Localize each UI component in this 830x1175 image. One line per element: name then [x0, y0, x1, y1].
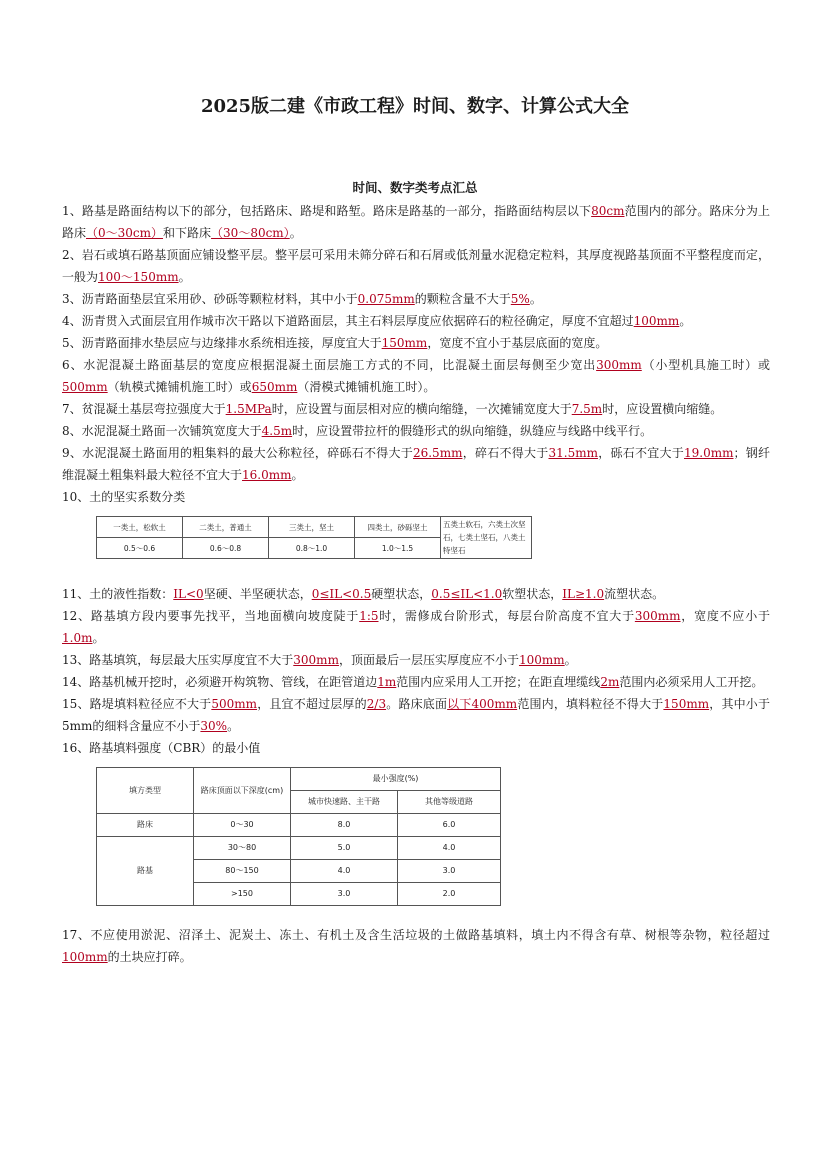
paragraph-1: 1、路基是路面结构以下的部分，包括路床、路堤和路堑。路床是路基的一部分，指路面结构层以下80cm范围内的部分。路床分为上路床（0～30cm）和下路床（30～80cm）。 — [62, 204, 770, 240]
cbr-header-depth: 路床顶面以下深度(cm) — [194, 768, 291, 814]
document-body — [62, 200, 770, 968]
paragraph-11: 11、土的液性指数：IL<0坚硬、半坚硬状态，0≤IL<0.5硬塑状态，0.5≤IL<1.0软塑状态，IL≥1.0流塑状态。 — [62, 587, 665, 601]
cbr-city-value: 4.0 — [291, 860, 398, 883]
cbr-city-value: 3.0 — [291, 883, 398, 906]
cbr-depth: 0～30 — [194, 814, 291, 837]
document-title: 2025版二建《市政工程》时间、数字、计算公式大全 — [200, 96, 630, 117]
paragraph-6: 6、水泥混凝土路面基层的宽度应根据混凝土面层施工方式的不同，比混凝土面层每侧至少宽出300mm（小型机具施工时）或500mm（轨模式摊铺机施工时）或650mm（滑模式摊铺机施工时）。 — [62, 358, 770, 394]
cbr-table-wrapper — [96, 767, 770, 906]
cbr-other-value: 4.0 — [398, 837, 501, 860]
cbr-header-other: 其他等级道路 — [398, 791, 501, 814]
cbr-depth: >150 — [194, 883, 291, 906]
soil-value-4: 1.0～1.5 — [355, 538, 441, 559]
soil-header-4: 四类土，砂砾坚土 — [355, 517, 441, 538]
cbr-other-value: 3.0 — [398, 860, 501, 883]
paragraph-3: 3、沥青路面垫层宜采用砂、砂砾等颗粒材料，其中小于0.075mm的颗粒含量不大于5%。 — [62, 292, 542, 306]
soil-value-2: 0.6～0.8 — [183, 538, 269, 559]
cbr-other-value: 6.0 — [398, 814, 501, 837]
cbr-header-type: 填方类型 — [97, 768, 194, 814]
cbr-label-base: 路基 — [97, 837, 194, 906]
soil-header-2: 二类土，普通土 — [183, 517, 269, 538]
paragraph-15: 15、路堤填料粒径应不大于500mm，且宜不超过层厚的2/3。路床底面以下400mm范围内，填料粒径不得大于150mm，其中小于5mm的细料含量应不小于30%。 — [62, 697, 770, 733]
paragraph-4: 4、沥青贯入式面层宜用作城市次干路以下道路面层，其主石料层厚度应依据碎石的粒径确定，厚度不宜超过100mm。 — [62, 314, 692, 328]
paragraph-10: 10、土的坚实系数分类 — [62, 490, 186, 504]
cbr-other-value: 2.0 — [398, 883, 501, 906]
paragraph-17: 17、不应使用淤泥、沼泽土、泥炭土、冻土、有机土及含生活垃圾的土做路基填料，填土内不得含有草、树根等杂物，粒径超过100mm的土块应打碎。 — [62, 928, 770, 964]
paragraph-13: 13、路基填筑，每层最大压实厚度宜不大于300mm，顶面最后一层压实厚度应不小于100mm。 — [62, 653, 577, 667]
soil-header-5: 五类土软石，六类土次坚石，七类土坚石，八类土特坚石 — [441, 517, 532, 559]
cbr-city-value: 5.0 — [291, 837, 398, 860]
cbr-depth: 80～150 — [194, 860, 291, 883]
soil-header-3: 三类土，坚土 — [269, 517, 355, 538]
cbr-depth: 30～80 — [194, 837, 291, 860]
cbr-label-bed: 路床 — [97, 814, 194, 837]
paragraph-5: 5、沥青路面排水垫层应与边缘排水系统相连接，厚度宜大于150mm，宽度不宜小于基层底面的宽度。 — [62, 336, 608, 350]
paragraph-16: 16、路基填料强度（CBR）的最小值 — [62, 741, 261, 755]
paragraph-9: 9、水泥混凝土路面用的粗集料的最大公称粒径，碎砾石不得大于26.5mm，碎石不得大于31.5mm，砾石不宜大于19.0mm；钢纤维混凝土粗集料最大粒径不宜大于16.0mm。 — [62, 446, 770, 482]
cbr-table — [96, 767, 501, 906]
soil-value-1: 0.5～0.6 — [97, 538, 183, 559]
cbr-header-city: 城市快速路、主干路 — [291, 791, 398, 814]
soil-hardness-table — [96, 516, 532, 559]
paragraph-12: 12、路基填方段内要事先找平，当地面横向坡度陡于1:5时，需修成台阶形式，每层台阶高度不宜大于300mm，宽度不应小于1.0m。 — [62, 609, 770, 645]
table-row — [97, 837, 501, 860]
soil-value-3: 0.8～1.0 — [269, 538, 355, 559]
soil-table-wrapper — [96, 516, 770, 559]
paragraph-8: 8、水泥混凝土路面一次铺筑宽度大于4.5m时，应设置带拉杆的假缝形式的纵向缩缝，纵缝应与线路中线平行。 — [62, 424, 653, 438]
soil-header-1: 一类土，松软土 — [97, 517, 183, 538]
section-heading: 时间、数字类考点汇总 — [352, 180, 478, 195]
paragraph-14: 14、路基机械开挖时，必须避开构筑物、管线，在距管道边1m范围内应采用人工开挖；在距直埋缆线2m范围内必须采用人工开挖。 — [62, 675, 764, 689]
cbr-header-min: 最小强度(%) — [291, 768, 501, 791]
paragraph-2: 2、岩石或填石路基顶面应铺设整平层。整平层可采用未筛分碎石和石屑或低剂量水泥稳定粒料，其厚度视路基顶面不平整程度而定，一般为100～150mm。 — [62, 248, 770, 284]
table-row — [97, 814, 501, 837]
paragraph-7: 7、贫混凝土基层弯拉强度大于1.5MPa时，应设置与面层相对应的横向缩缝，一次摊铺宽度大于7.5m时，应设置横向缩缝。 — [62, 402, 723, 416]
cbr-city-value: 8.0 — [291, 814, 398, 837]
